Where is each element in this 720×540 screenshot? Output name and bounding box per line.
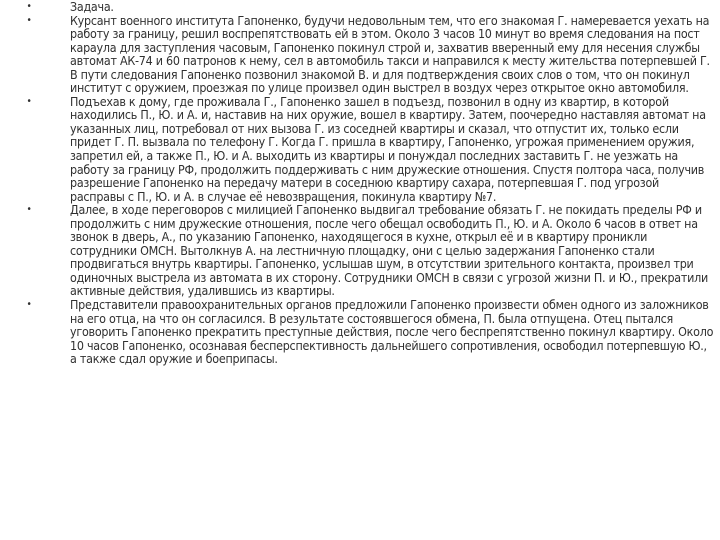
- list-item: [24, 203, 714, 298]
- bullet-icon: •: [26, 95, 32, 107]
- bullet-icon: •: [26, 204, 32, 216]
- paragraph-text: Курсант военного института Гапоненко, будучи недовольным тем, что его знакомая Г. намеревается уехать на работу за границу, решил воспрепятствовать ей в этом. Около 3 часов 10 минут во время следования на пост караула для заступления часовым, Гапоненко покинул строй и, захватив вверенный ему для несения службы автомат АК-74 и 60 патронов к нему, сел в автомобиль такси и направился к месту жительства потерпевшей Г. В пути следования Гапоненко позвонил знакомой В. и для подтверждения своих слов о том, что он покинул институт с оружием, проезжая по улице произвел один выстрел в воздух через открытое окно автомобиля.: [70, 12, 710, 96]
- list-item: [24, 0, 714, 14]
- paragraph-text: Подъехав к дому, где проживала Г., Гапоненко зашел в подъезд, позвонил в одну из квартир, в которой находились П., Ю. и А. и, наставив на них оружие, вошел в квартиру. Затем, поочередно наставляя автомат на указанных лиц, потребовал от них вызова Г. из соседней квартиры и сказал, что отпустит их, только если придет Г. П. вызвала по телефону Г. Когда Г. пришла в квартиру, Гапоненко, угрожая применением оружия, запретил ей, а также П., Ю. и А. выходить из квартиры и понуждал последних заставить Г. не уезжать на работу за границу РФ, продолжить поддерживать с ним дружеские отношения. Спустя полтора часа, получив разрешение Гапоненко на передачу матери в соседнюю квартиру сахара, потерпевшая Г. под угрозой расправы с П., Ю. и А. в случае её невозвращения, покинула квартиру №7.: [70, 93, 706, 204]
- list-item: [24, 95, 714, 203]
- list-item: [24, 14, 714, 95]
- bullet-icon: •: [26, 1, 32, 12]
- paragraph-text: Представители правоохранительных органов предложили Гапоненко произвести обмен одного из заложников на его отца, на что он согласился. В результате состоявшегося обмена, П. была отпущена. Отец пытался уговорить Гапоненко прекратить преступные действия, после чего беспрепятственно покинул квартиру. Около 10 часов Гапоненко, осознавая бесперспективность дальнейшего сопротивления, освободил потерпевшую Ю., а также сдал оружие и боеприпасы.: [70, 297, 714, 367]
- paragraph-text: Далее, в ходе переговоров с милицией Гапоненко выдвигал требование обязать Г. не покидать пределы РФ и продолжить с ним дружеские отношения, после чего обещал освободить П., Ю. и А. Около 6 часов в ответ на звонок в дверь, А., по указанию Гапоненко, находящегося в кухне, открыл её и в квартиру проникли сотрудники ОМСН. Вытолкнув А. на лестничную площадку, они с целью задержания Гапоненко стали продвигаться внутрь квартиры. Гапоненко, услышав шум, в отсутствии зрительного контакта, произвел три одиночных выстрела из автомата в их сторону. Сотрудники ОМСН в связи с угрозой жизни П. и Ю., прекратили активные действия, удалившись из квартиры.: [70, 202, 708, 299]
- bullet-icon: •: [26, 299, 32, 311]
- task-heading: Задача.: [70, 0, 114, 14]
- bullet-list: [24, 0, 714, 366]
- list-item: [24, 298, 714, 366]
- bullet-icon: •: [26, 14, 32, 26]
- slide-content: [24, 0, 714, 366]
